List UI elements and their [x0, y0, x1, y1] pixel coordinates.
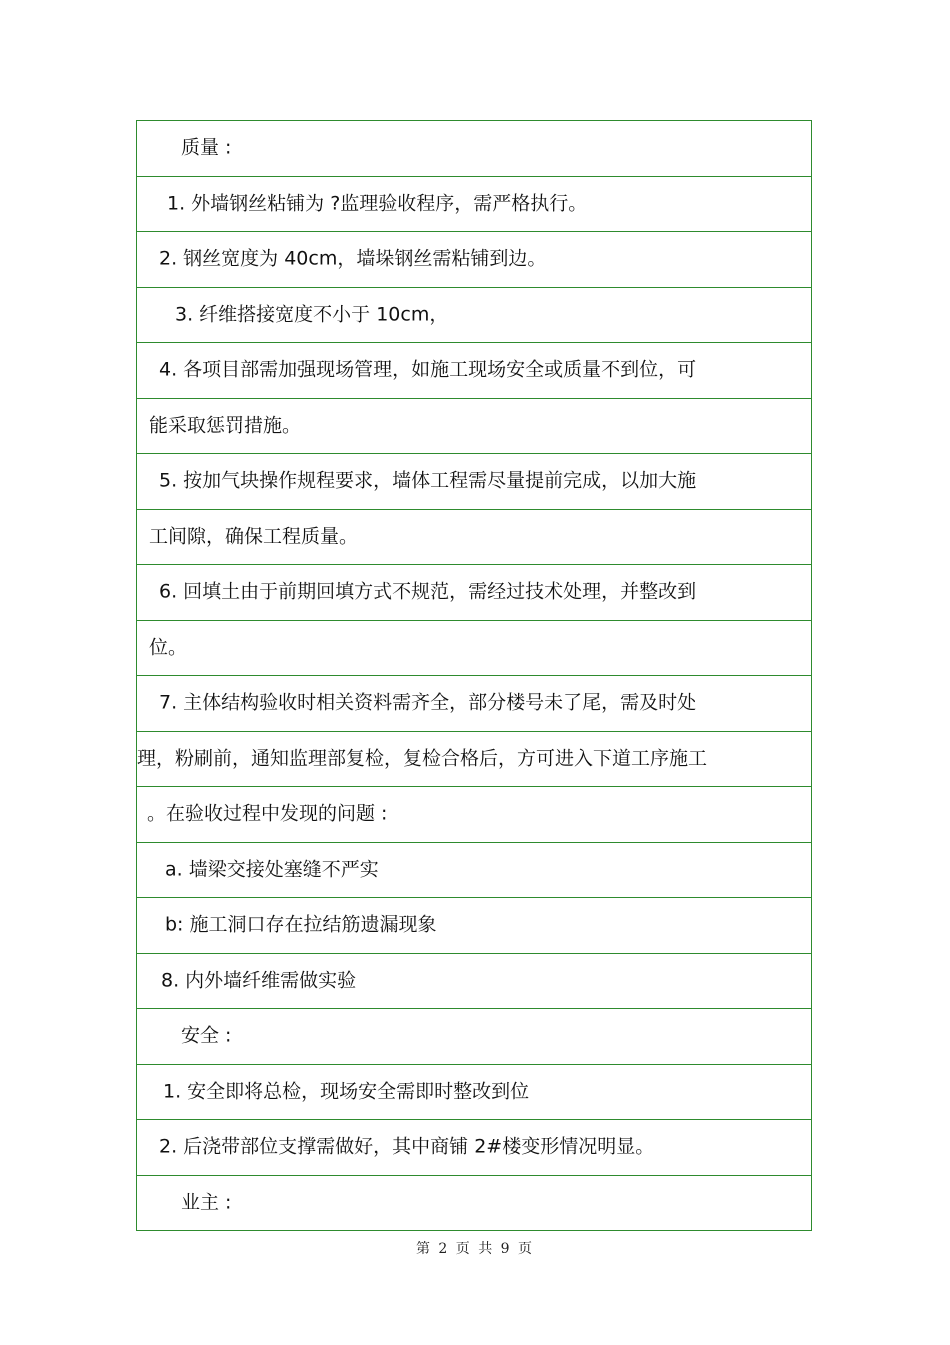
document-table	[136, 120, 812, 1231]
table-row	[137, 676, 811, 732]
table-row	[137, 343, 811, 399]
section-heading-owner: 业主 :	[181, 1191, 232, 1214]
table-row	[137, 1009, 811, 1065]
row-text: 能采取惩罚措施。	[149, 414, 302, 437]
table-row	[137, 1176, 811, 1232]
table-row	[137, 565, 811, 621]
table-row	[137, 288, 811, 344]
row-text: 1. 外墙钢丝粘铺为 ?监理验收程序，需严格执行。	[167, 192, 588, 215]
row-text: b: 施工洞口存在拉结筋遗漏现象	[165, 913, 437, 936]
section-heading-quality: 质量 :	[181, 136, 232, 159]
row-text: 2. 后浇带部位支撑需做好，其中商铺 2#楼变形情况明显。	[159, 1135, 655, 1158]
table-row	[137, 399, 811, 455]
row-text: 位。	[149, 636, 188, 659]
table-row	[137, 732, 811, 788]
row-text: 6. 回填土由于前期回填方式不规范，需经过技术处理，并整改到	[159, 580, 697, 603]
table-row	[137, 232, 811, 288]
row-text: 2. 钢丝宽度为 40cm，墙垛钢丝需粘铺到边。	[159, 247, 547, 270]
row-text: 工间隙，确保工程质量。	[149, 525, 359, 548]
table-row	[137, 1120, 811, 1176]
table-row	[137, 954, 811, 1010]
table-row	[137, 510, 811, 566]
section-heading-safety: 安全 :	[181, 1024, 232, 1047]
row-text: 。在验收过程中发现的问题 :	[147, 802, 388, 825]
row-text: 理，粉刷前，通知监理部复检，复检合格后，方可进入下道工序施工	[137, 747, 708, 770]
row-text: 7. 主体结构验收时相关资料需齐全，部分楼号未了尾，需及时处	[159, 691, 697, 714]
table-row	[137, 177, 811, 233]
row-text: a. 墙梁交接处塞缝不严实	[165, 858, 379, 881]
table-row	[137, 1065, 811, 1121]
table-row	[137, 454, 811, 510]
table-row	[137, 121, 811, 177]
row-text: 3. 纤维搭接宽度不小于 10cm，	[175, 303, 449, 326]
table-row	[137, 898, 811, 954]
row-text: 1. 安全即将总检，现场安全需即时整改到位	[163, 1080, 530, 1103]
row-text: 8. 内外墙纤维需做实验	[161, 969, 357, 992]
table-row	[137, 621, 811, 677]
table-row	[137, 787, 811, 843]
page-footer: 第 2 页 共 9 页	[415, 1241, 535, 1257]
row-text: 5. 按加气块操作规程要求，墙体工程需尽量提前完成，以加大施	[159, 469, 697, 492]
row-text: 4. 各项目部需加强现场管理，如施工现场安全或质量不到位，可	[159, 358, 697, 381]
table-row	[137, 843, 811, 899]
